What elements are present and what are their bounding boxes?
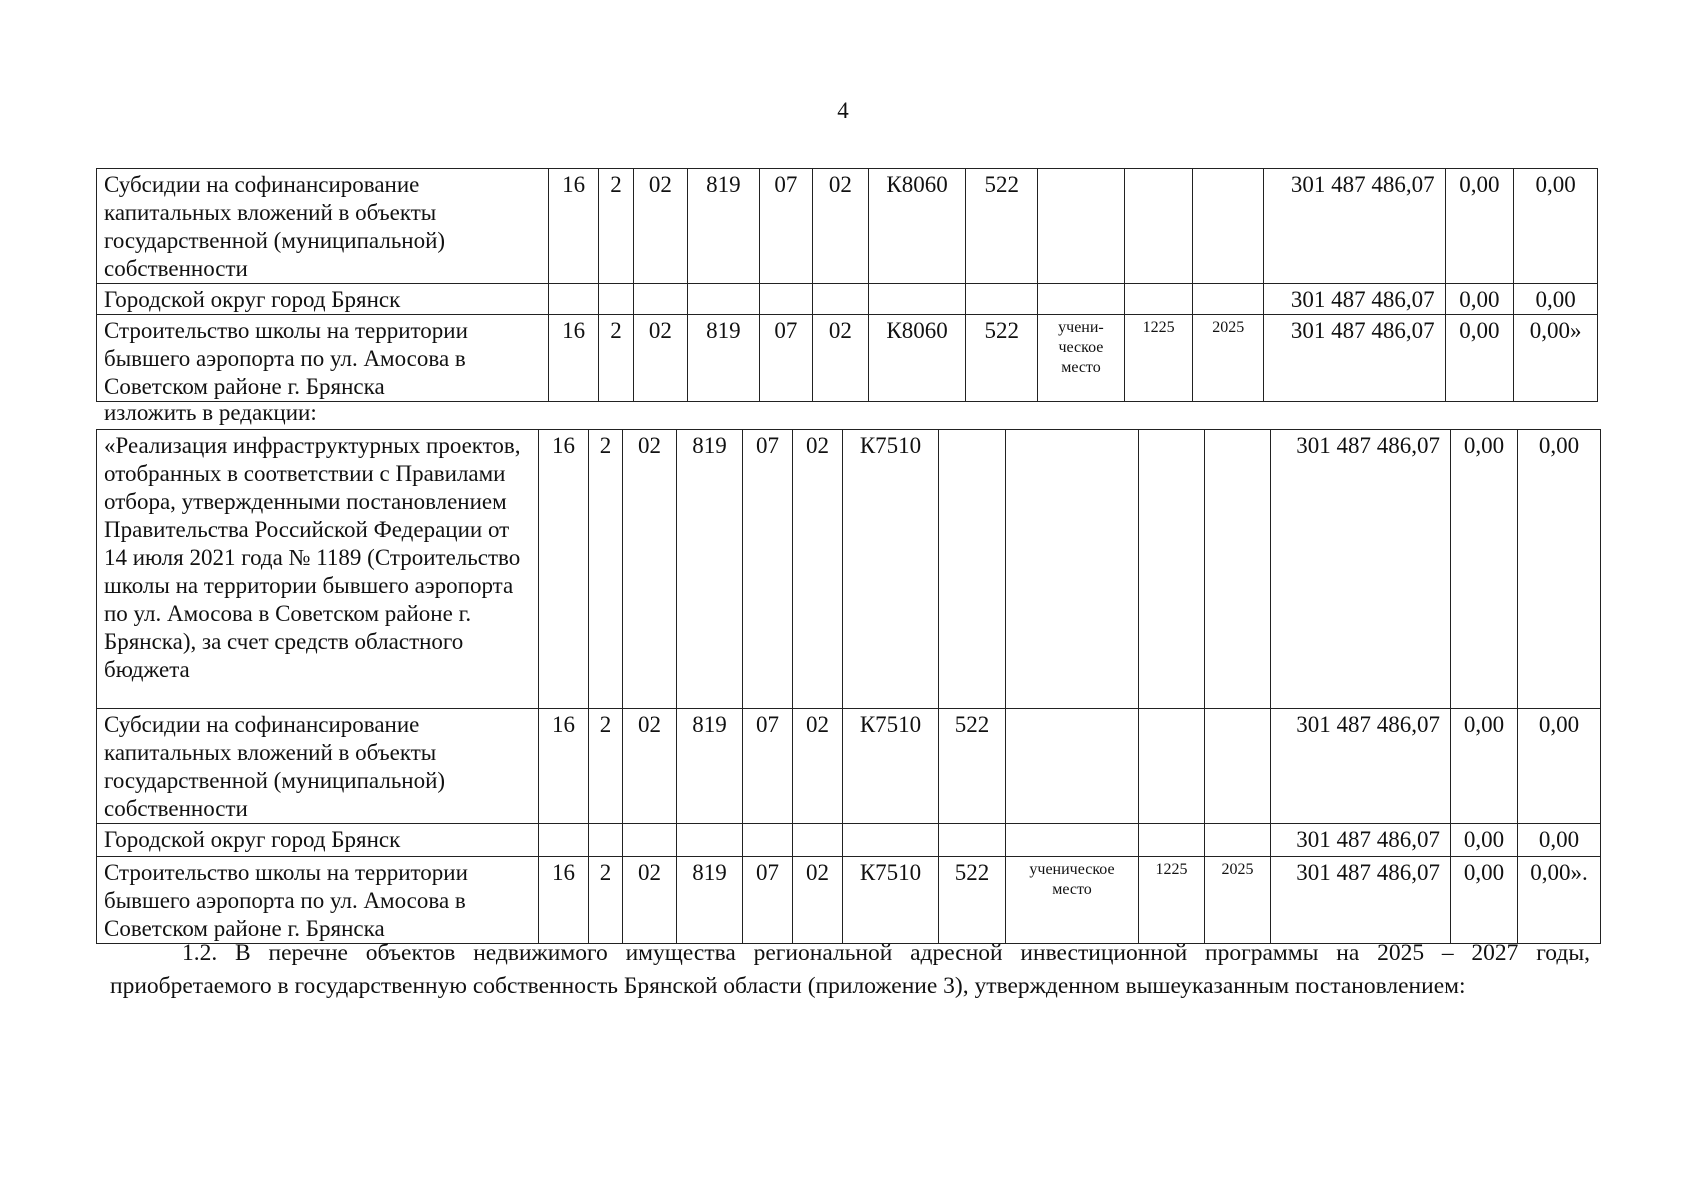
cell-c1 (539, 824, 589, 857)
cell-c2 (589, 824, 623, 857)
cell-v2: 0,00 (1518, 430, 1601, 709)
cell-c2 (599, 284, 633, 315)
cell-c10 (1139, 430, 1205, 709)
cell-c6: 02 (793, 709, 843, 824)
cell-c3: 02 (623, 857, 677, 944)
cell-c2: 2 (589, 857, 623, 944)
cell-c5: 07 (759, 169, 812, 284)
cell-v2: 0,00 (1518, 709, 1601, 824)
row-name: Субсидии на софинансирование капитальных вложений в объекты государственной (муниципальной) собственности (97, 169, 549, 284)
row-name: Строительство школы на территории бывшего аэропорта по ул. Амосова в Советском районе г. Брянска (97, 315, 549, 402)
cell-c1: 16 (539, 430, 589, 709)
cell-c10: 1225 (1139, 857, 1205, 944)
section-paragraph: 1.2. В перечне объектов недвижимого имущества региональной адресной инвестиционной программы на 2025 – 2027 годы, приобретаемого в государственную собственность Брянской области (приложение 3), утвержденном вышеуказанным постановлением: (110, 940, 1590, 999)
budget-table-new (96, 429, 1601, 944)
budget-table-current (96, 168, 1598, 402)
cell-c10 (1139, 709, 1205, 824)
cell-c1: 16 (548, 315, 598, 402)
cell-c8: 522 (966, 169, 1038, 284)
cell-c4 (688, 284, 760, 315)
cell-amount: 301 487 486,07 (1271, 857, 1451, 944)
cell-c3 (623, 824, 677, 857)
cell-c6: 02 (813, 315, 868, 402)
cell-v1: 0,00 (1451, 824, 1518, 857)
page-number: 4 (837, 98, 849, 123)
cell-c4: 819 (677, 709, 743, 824)
cell-v1: 0,00 (1451, 857, 1518, 944)
cell-c3 (633, 284, 687, 315)
table-row (97, 709, 1601, 824)
cell-c5 (759, 284, 812, 315)
cell-c3: 02 (633, 315, 687, 402)
cell-c7: К8060 (868, 315, 966, 402)
cell-c2: 2 (599, 169, 633, 284)
cell-c5: 07 (759, 315, 812, 402)
cell-v2: 0,00» (1514, 315, 1598, 402)
cell-c11: 2025 (1193, 315, 1264, 402)
cell-c7 (868, 284, 966, 315)
cell-c9 (1006, 430, 1139, 709)
cell-c4 (677, 824, 743, 857)
cell-c6: 02 (793, 857, 843, 944)
table-row (97, 315, 1598, 402)
row-name: Городской округ город Брянск (97, 824, 539, 857)
cell-c3: 02 (623, 709, 677, 824)
cell-c6: 02 (813, 169, 868, 284)
cell-c7 (843, 824, 939, 857)
cell-amount: 301 487 486,07 (1271, 430, 1451, 709)
cell-c5: 07 (743, 430, 793, 709)
cell-v2: 0,00». (1518, 857, 1601, 944)
cell-v1: 0,00 (1445, 169, 1514, 284)
cell-c8 (966, 284, 1038, 315)
cell-amount: 301 487 486,07 (1271, 709, 1451, 824)
cell-c2: 2 (589, 430, 623, 709)
cell-c7: К8060 (868, 169, 966, 284)
table-row (97, 284, 1598, 315)
edit-caption: изложить в редакции: (104, 400, 317, 425)
table-row (97, 169, 1598, 284)
cell-c6: 02 (793, 430, 843, 709)
cell-c11 (1193, 284, 1264, 315)
cell-c11 (1205, 709, 1271, 824)
cell-amount: 301 487 486,07 (1271, 824, 1451, 857)
cell-c8: 522 (966, 315, 1038, 402)
cell-c1: 16 (548, 169, 598, 284)
cell-c1: 16 (539, 857, 589, 944)
cell-amount: 301 487 486,07 (1264, 315, 1446, 402)
cell-c11 (1205, 430, 1271, 709)
cell-c8 (939, 824, 1006, 857)
cell-c6 (793, 824, 843, 857)
cell-v1: 0,00 (1451, 430, 1518, 709)
cell-c8: 522 (939, 857, 1006, 944)
cell-c2: 2 (599, 315, 633, 402)
cell-amount: 301 487 486,07 (1264, 284, 1446, 315)
cell-c7: К7510 (843, 430, 939, 709)
row-name: Субсидии на софинансирование капитальных вложений в объекты государственной (муниципальной) собственности (97, 709, 539, 824)
table-row (97, 857, 1601, 944)
cell-c10 (1139, 824, 1205, 857)
cell-amount: 301 487 486,07 (1264, 169, 1446, 284)
cell-c4: 819 (677, 430, 743, 709)
cell-c9 (1006, 824, 1139, 857)
cell-c1: 16 (539, 709, 589, 824)
row-name: «Реализация инфраструктурных проектов, отобранных в соответствии с Правилами отбора, утвержденными постановлением Правительства Российской Федерации от 14 июля 2021 года № 1189 (Строительство школы на территории бывшего аэропорта по ул. Амосова в Советском районе г. Брянска), за счет средств областного бюджета (97, 430, 539, 709)
cell-c3: 02 (633, 169, 687, 284)
cell-c9 (1038, 284, 1125, 315)
cell-c11: 2025 (1205, 857, 1271, 944)
cell-c4: 819 (677, 857, 743, 944)
cell-c10 (1124, 169, 1193, 284)
cell-v1: 0,00 (1445, 284, 1514, 315)
cell-c5 (743, 824, 793, 857)
cell-c5: 07 (743, 709, 793, 824)
cell-c10: 1225 (1124, 315, 1193, 402)
cell-c5: 07 (743, 857, 793, 944)
cell-v2: 0,00 (1514, 169, 1598, 284)
table-row (97, 824, 1601, 857)
cell-v2: 0,00 (1514, 284, 1598, 315)
row-name: Городской округ город Брянск (97, 284, 549, 315)
cell-c11 (1193, 169, 1264, 284)
table-row (97, 430, 1601, 709)
cell-c7: К7510 (843, 709, 939, 824)
cell-c10 (1124, 284, 1193, 315)
cell-c9 (1038, 169, 1125, 284)
cell-c9 (1006, 709, 1139, 824)
cell-c9: учени-ческое место (1038, 315, 1125, 402)
cell-c8 (939, 430, 1006, 709)
cell-c2: 2 (589, 709, 623, 824)
cell-c4: 819 (688, 169, 760, 284)
cell-c7: К7510 (843, 857, 939, 944)
cell-c11 (1205, 824, 1271, 857)
cell-v1: 0,00 (1451, 709, 1518, 824)
cell-c3: 02 (623, 430, 677, 709)
cell-c9: ученическое место (1006, 857, 1139, 944)
cell-c6 (813, 284, 868, 315)
cell-c1 (548, 284, 598, 315)
cell-c8: 522 (939, 709, 1006, 824)
cell-c4: 819 (688, 315, 760, 402)
cell-v1: 0,00 (1445, 315, 1514, 402)
row-name: Строительство школы на территории бывшего аэропорта по ул. Амосова в Советском районе г. Брянска (97, 857, 539, 944)
cell-v2: 0,00 (1518, 824, 1601, 857)
